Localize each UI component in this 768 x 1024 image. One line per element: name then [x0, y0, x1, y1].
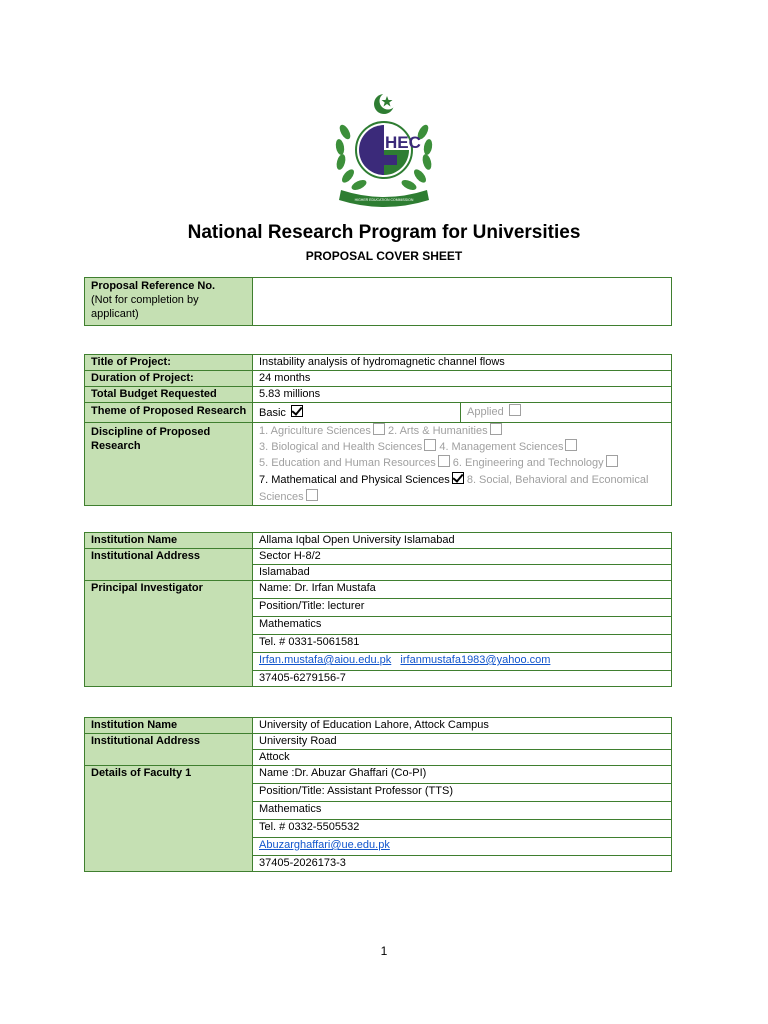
project-title-value: Instability analysis of hydromagnetic channel flows	[253, 355, 672, 371]
theme-basic-cell	[253, 403, 461, 423]
faculty-name: Name :Dr. Abuzar Ghaffari (Co-PI)	[253, 766, 672, 784]
pi-emails	[253, 653, 672, 671]
discipline-option-4: 4. Management Sciences	[439, 441, 564, 453]
faculty-label: Details of Faculty 1	[85, 766, 253, 872]
pi-label: Principal Investigator	[85, 581, 253, 687]
theme-applied-cell	[461, 403, 672, 423]
duration-label: Duration of Project:	[85, 371, 253, 387]
inst1-address-line1: Sector H-8/2	[253, 549, 672, 565]
reference-label	[85, 278, 253, 326]
discipline-2-checkbox[interactable]	[490, 423, 502, 435]
inst1-name-value: Allama Iqbal Open University Islamabad	[253, 533, 672, 549]
logo-text: HEC	[385, 133, 421, 152]
inst2-address-line1: University Road	[253, 734, 672, 750]
inst2-name-label: Institution Name	[85, 718, 253, 734]
institution-2-table	[84, 717, 672, 872]
theme-basic-checkbox[interactable]	[291, 405, 303, 417]
theme-applied-checkbox[interactable]	[509, 404, 521, 416]
inst2-address-line2: Attock	[253, 750, 672, 766]
faculty-email-cell	[253, 838, 672, 856]
page-number: 1	[380, 944, 388, 958]
pi-cnic: 37405-6279156-7	[253, 671, 672, 687]
discipline-6-checkbox[interactable]	[606, 455, 618, 467]
discipline-option-6: 6. Engineering and Technology	[452, 457, 604, 469]
discipline-3-checkbox[interactable]	[424, 439, 436, 451]
faculty-tel: Tel. # 0332-5505532	[253, 820, 672, 838]
pi-department: Mathematics	[253, 617, 672, 635]
pi-email-link-2[interactable]: irfanmustafa1983@yahoo.com	[400, 654, 551, 666]
discipline-option-2: 2. Arts & Humanities	[387, 425, 488, 437]
discipline-7-checkbox[interactable]	[452, 472, 464, 484]
discipline-option-3: 3. Biological and Health Sciences	[259, 441, 423, 453]
faculty-department: Mathematics	[253, 802, 672, 820]
reference-label-line3: applicant)	[91, 308, 139, 320]
discipline-option-5: 5. Education and Human Resources	[259, 457, 436, 469]
theme-applied-label: Applied	[467, 406, 504, 418]
reference-value[interactable]	[253, 278, 672, 326]
theme-basic-label: Basic	[259, 407, 286, 419]
inst1-address-line2: Islamabad	[253, 565, 672, 581]
discipline-8-checkbox[interactable]	[306, 489, 318, 501]
faculty-email-link[interactable]: Abuzarghaffari@ue.edu.pk	[259, 839, 390, 851]
pi-tel: Tel. # 0331-5061581	[253, 635, 672, 653]
discipline-5-checkbox[interactable]	[438, 455, 450, 467]
logo-ring-text: HIGHER EDUCATION COMMISSION	[354, 198, 414, 202]
pi-name: Name: Dr. Irfan Mustafa	[253, 581, 672, 599]
discipline-label: Discipline of Proposed Research	[85, 423, 253, 506]
project-title-label: Title of Project:	[85, 355, 253, 371]
document-title: National Research Program for Universities	[187, 222, 581, 243]
discipline-4-checkbox[interactable]	[565, 439, 577, 451]
reference-label-line2: (Not for completion by	[91, 294, 199, 306]
budget-label: Total Budget Requested	[85, 387, 253, 403]
institution-1-table	[84, 532, 672, 687]
pi-position: Position/Title: lecturer	[253, 599, 672, 617]
inst2-name-value: University of Education Lahore, Attock Campus	[253, 718, 672, 734]
inst1-name-label: Institution Name	[85, 533, 253, 549]
faculty-cnic: 37405-2026173-3	[253, 856, 672, 872]
inst1-address-label: Institutional Address	[85, 549, 253, 581]
reference-label-line1: Proposal Reference No.	[91, 280, 216, 292]
discipline-1-checkbox[interactable]	[373, 423, 385, 435]
discipline-option-1: 1. Agriculture Sciences	[259, 425, 371, 437]
faculty-position: Position/Title: Assistant Professor (TTS)	[253, 784, 672, 802]
pi-email-link-1[interactable]: Irfan.mustafa@aiou.edu.pk	[259, 654, 392, 666]
theme-label: Theme of Proposed Research	[85, 403, 253, 423]
budget-value: 5.83 millions	[253, 387, 672, 403]
discipline-options	[253, 423, 672, 506]
hec-logo	[331, 92, 437, 210]
reference-table	[84, 277, 672, 326]
discipline-option-8: 8. Social, Behavioral and Economical	[466, 474, 649, 486]
discipline-option-7: 7. Mathematical and Physical Sciences	[259, 474, 450, 486]
document-subtitle: PROPOSAL COVER SHEET	[305, 249, 463, 263]
duration-value: 24 months	[253, 371, 672, 387]
discipline-option-8-cont: Sciences	[259, 491, 304, 503]
inst2-address-label: Institutional Address	[85, 734, 253, 766]
project-table	[84, 354, 672, 506]
